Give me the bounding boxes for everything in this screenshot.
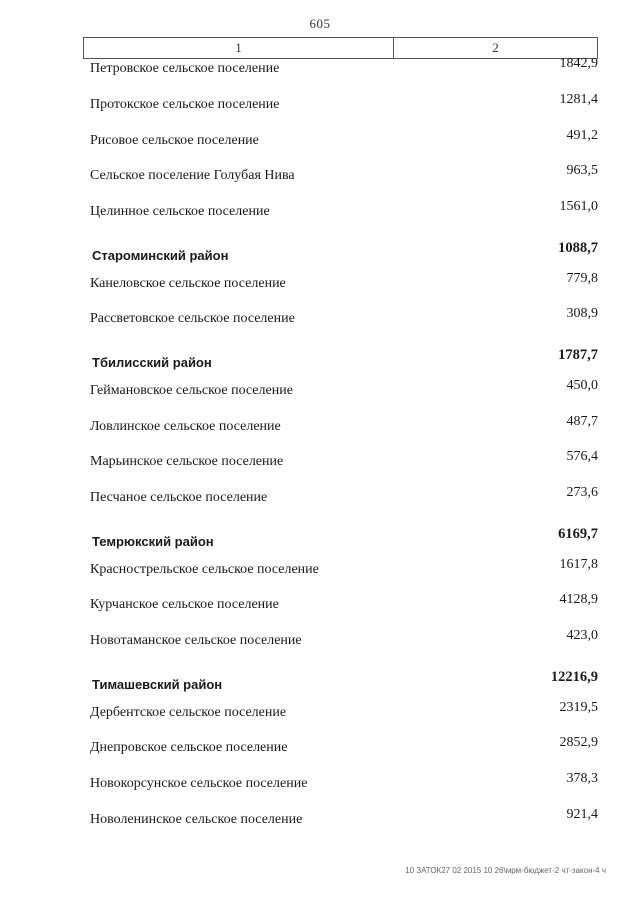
settlement-row <box>0 487 640 511</box>
settlement-row <box>0 737 640 761</box>
district-row <box>0 523 640 547</box>
settlement-name: Сельское поселение Голубая Нива <box>90 168 295 184</box>
settlement-name: Курчанское сельское поселение <box>90 597 279 613</box>
settlement-amount: 2852,9 <box>559 735 598 751</box>
settlement-amount: 450,0 <box>566 377 598 393</box>
district-amount: 12216,9 <box>550 668 598 685</box>
settlement-name: Днепровское сельское поселение <box>90 740 288 756</box>
district-name: Староминский район <box>92 247 229 263</box>
settlement-row <box>0 201 640 225</box>
settlement-name: Протокское сельское поселение <box>90 96 280 112</box>
settlement-name: Дербентское сельское поселение <box>90 704 287 720</box>
settlement-row <box>0 270 640 297</box>
settlement-name: Канеловское сельское поселение <box>90 275 286 291</box>
settlement-amount: 273,6 <box>566 485 598 500</box>
settlement-row <box>0 91 640 118</box>
settlement-amount: 576,4 <box>566 449 598 465</box>
settlement-name: Рисовое сельское поселение <box>90 132 259 148</box>
settlement-row <box>0 594 640 618</box>
settlement-name: Новотаманское сельское поселение <box>90 633 302 648</box>
settlement-amount: 2319,5 <box>559 699 598 715</box>
settlement-name: Краснострельское сельское поселение <box>90 561 319 577</box>
column-header-value: 2 <box>492 40 499 55</box>
settlement-name: Петровское сельское поселение <box>90 61 280 76</box>
settlement-row <box>0 127 640 154</box>
settlement-amount: 491,2 <box>566 127 598 143</box>
settlement-amount: 1617,8 <box>559 556 598 572</box>
settlement-amount: 487,7 <box>566 413 598 429</box>
settlement-row <box>0 451 640 475</box>
district-name: Тимашевский район <box>92 676 223 692</box>
settlement-row <box>0 377 640 404</box>
settlement-name: Ловлинское сельское поселение <box>90 418 281 434</box>
settlement-amount: 1842,9 <box>559 56 598 71</box>
district-row <box>0 666 640 690</box>
settlement-name: Геймановское сельское поселение <box>90 382 293 398</box>
settlement-row <box>0 165 640 189</box>
district-name: Темрюкский район <box>92 533 214 549</box>
settlement-name: Песчаное сельское поселение <box>90 490 268 505</box>
settlement-amount: 963,5 <box>566 163 598 179</box>
settlement-name: Рассветовское сельское поселение <box>90 311 295 327</box>
settlement-row <box>0 699 640 726</box>
settlement-row <box>0 308 640 332</box>
settlement-row <box>0 58 640 82</box>
footer-file-path: 10 ЗАТОК27 02 2015 10 26\мрм-бюджет-2 чт-закон-4 ч <box>405 866 606 875</box>
settlement-row <box>0 413 640 440</box>
settlement-name: Марьинское сельское поселение <box>90 454 284 470</box>
settlement-row <box>0 630 640 654</box>
settlement-row <box>0 773 640 797</box>
district-amount: 6169,7 <box>558 525 598 542</box>
settlement-amount: 4128,9 <box>559 592 598 608</box>
settlement-amount: 378,3 <box>566 771 598 786</box>
settlement-amount: 1561,0 <box>559 199 598 214</box>
settlement-amount: 308,9 <box>566 306 598 322</box>
district-name: Тбилисский район <box>92 355 212 370</box>
district-amount: 1787,7 <box>558 347 598 363</box>
settlement-amount: 423,0 <box>566 628 598 643</box>
page-number: 605 <box>309 16 331 31</box>
settlement-amount: 779,8 <box>566 270 598 286</box>
settlement-row <box>0 806 640 833</box>
settlement-name: Новоленинское сельское поселение <box>90 811 303 827</box>
settlement-amount: 921,4 <box>566 806 598 822</box>
settlement-row <box>0 556 640 583</box>
settlement-name: Новокорсунское сельское поселение <box>90 776 308 791</box>
district-row <box>0 344 640 368</box>
settlement-name: Целинное сельское поселение <box>90 204 270 219</box>
settlement-amount: 1281,4 <box>559 91 598 107</box>
column-header-name: 1 <box>84 38 394 58</box>
district-amount: 1088,7 <box>558 239 598 256</box>
table-header <box>83 37 598 59</box>
district-row <box>0 237 640 261</box>
